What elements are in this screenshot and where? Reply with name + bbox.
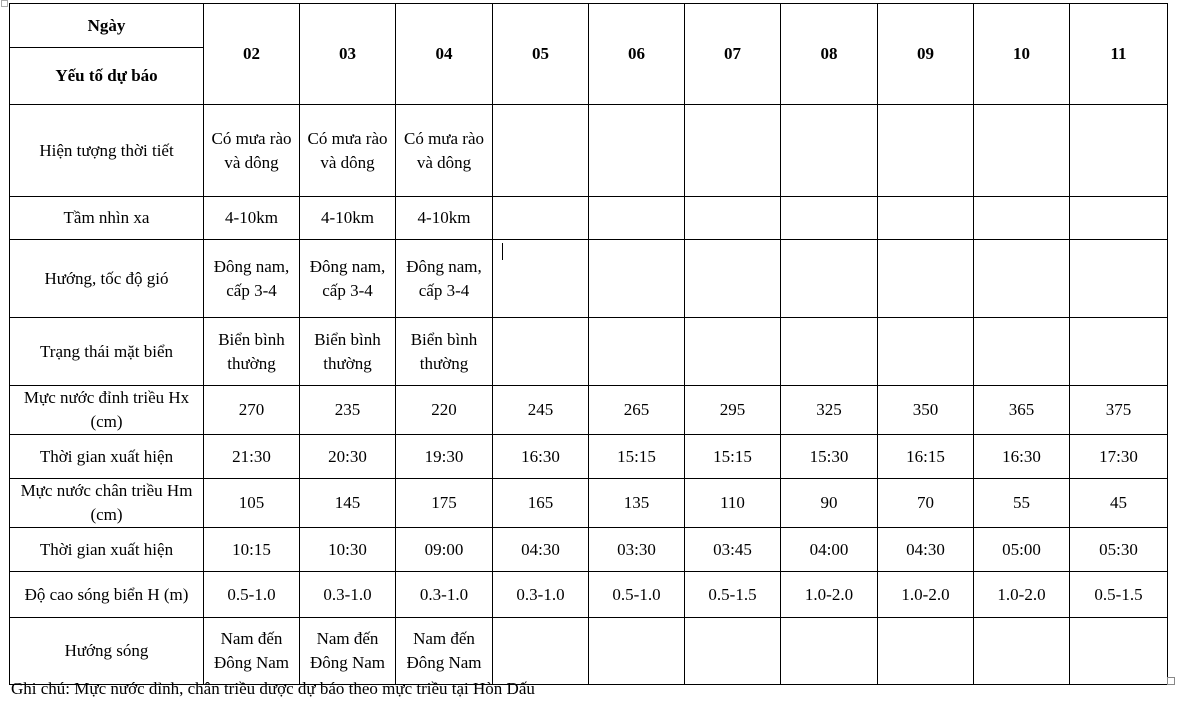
table-cell: 19:30 <box>396 435 493 479</box>
table-cell <box>781 197 878 240</box>
table-cell <box>781 105 878 197</box>
table-cell <box>589 105 685 197</box>
table-cell <box>974 240 1070 318</box>
table-cell: 245 <box>493 386 589 435</box>
table-cell: 90 <box>781 479 878 528</box>
table-cell: 15:30 <box>781 435 878 479</box>
header-day-label: Ngày <box>10 4 204 48</box>
table-cell <box>493 318 589 386</box>
row-label: Hướng sóng <box>10 618 204 685</box>
table-cell: 1.0-2.0 <box>974 572 1070 618</box>
table-cell: 105 <box>204 479 300 528</box>
table-row <box>10 105 1168 197</box>
table-cell: Có mưa rào và dông <box>396 105 493 197</box>
table-cell <box>974 197 1070 240</box>
row-label: Mực nước đỉnh triều Hx (cm) <box>10 386 204 435</box>
table-cell <box>493 197 589 240</box>
table-cell <box>589 240 685 318</box>
table-cell: Biển bình thường <box>300 318 396 386</box>
table-cell: 4-10km <box>396 197 493 240</box>
table-cell: 375 <box>1070 386 1168 435</box>
table-resize-handle[interactable] <box>1167 677 1175 685</box>
table-cell <box>781 618 878 685</box>
row-label: Trạng thái mặt biển <box>10 318 204 386</box>
header-row-day <box>10 4 1168 48</box>
row-label: Mực nước chân triều Hm (cm) <box>10 479 204 528</box>
table-cell: 1.0-2.0 <box>878 572 974 618</box>
table-cell: 04:30 <box>493 528 589 572</box>
table-cell: 110 <box>685 479 781 528</box>
table-cell: 4-10km <box>204 197 300 240</box>
table-cell <box>493 618 589 685</box>
table-cell: Có mưa rào và dông <box>204 105 300 197</box>
table-row <box>10 318 1168 386</box>
table-cell: Có mưa rào và dông <box>300 105 396 197</box>
table-cell: 0.5-1.5 <box>1070 572 1168 618</box>
day-header-02: 02 <box>204 4 300 105</box>
table-cell <box>974 105 1070 197</box>
day-header-08: 08 <box>781 4 878 105</box>
table-cell <box>685 197 781 240</box>
table-cell <box>589 197 685 240</box>
table-cell <box>974 318 1070 386</box>
table-cell <box>1070 197 1168 240</box>
table-cell: Nam đến Đông Nam <box>396 618 493 685</box>
day-header-09: 09 <box>878 4 974 105</box>
table-cell <box>685 618 781 685</box>
table-row <box>10 479 1168 528</box>
table-move-handle[interactable] <box>1 0 8 7</box>
table-cell: 0.5-1.0 <box>204 572 300 618</box>
table-cell: 165 <box>493 479 589 528</box>
table-cell <box>1070 318 1168 386</box>
forecast-table <box>9 3 1168 685</box>
table-cell: 145 <box>300 479 396 528</box>
table-cell: 365 <box>974 386 1070 435</box>
table-cell <box>878 618 974 685</box>
footnote: Ghi chú: Mực nước đỉnh, chân triều được dự báo theo mực triều tại Hòn Dấu <box>11 679 535 698</box>
table-row <box>10 528 1168 572</box>
table-cell: Nam đến Đông Nam <box>300 618 396 685</box>
table-cell: 16:15 <box>878 435 974 479</box>
day-header-05: 05 <box>493 4 589 105</box>
table-cell: Đông nam, cấp 3-4 <box>204 240 300 318</box>
table-cell: 10:15 <box>204 528 300 572</box>
table-cell <box>974 618 1070 685</box>
text-cursor <box>502 243 503 260</box>
table-cell: 05:00 <box>974 528 1070 572</box>
table-cell <box>781 240 878 318</box>
table-cell: 0.5-1.0 <box>589 572 685 618</box>
table-cell: 235 <box>300 386 396 435</box>
table-cell <box>685 105 781 197</box>
table-cell: 03:45 <box>685 528 781 572</box>
table-cell: 70 <box>878 479 974 528</box>
table-cell: 10:30 <box>300 528 396 572</box>
table-cell: 1.0-2.0 <box>781 572 878 618</box>
table-cell: 0.3-1.0 <box>396 572 493 618</box>
day-header-10: 10 <box>974 4 1070 105</box>
table-cell: Nam đến Đông Nam <box>204 618 300 685</box>
day-header-11: 11 <box>1070 4 1168 105</box>
day-header-04: 04 <box>396 4 493 105</box>
row-label: Thời gian xuất hiện <box>10 435 204 479</box>
table-cell: 05:30 <box>1070 528 1168 572</box>
table-cell: 0.5-1.5 <box>685 572 781 618</box>
table-cell <box>685 240 781 318</box>
table-cell: 15:15 <box>589 435 685 479</box>
row-label: Hiện tượng thời tiết <box>10 105 204 197</box>
table-cell: Đông nam, cấp 3-4 <box>396 240 493 318</box>
table-cell: 0.3-1.0 <box>493 572 589 618</box>
table-cell <box>685 318 781 386</box>
row-label: Thời gian xuất hiện <box>10 528 204 572</box>
table-cell: 265 <box>589 386 685 435</box>
row-label: Hướng, tốc độ gió <box>10 240 204 318</box>
table-row <box>10 386 1168 435</box>
row-label: Tầm nhìn xa <box>10 197 204 240</box>
forecast-table-body <box>10 4 1168 685</box>
table-cell <box>493 240 589 318</box>
table-row <box>10 618 1168 685</box>
table-cell: 04:00 <box>781 528 878 572</box>
table-cell <box>1070 240 1168 318</box>
table-cell: 325 <box>781 386 878 435</box>
day-header-07: 07 <box>685 4 781 105</box>
table-cell: 21:30 <box>204 435 300 479</box>
table-cell: 09:00 <box>396 528 493 572</box>
table-cell: 15:15 <box>685 435 781 479</box>
table-cell: 295 <box>685 386 781 435</box>
row-label: Độ cao sóng biển H (m) <box>10 572 204 618</box>
table-cell: Biển bình thường <box>396 318 493 386</box>
table-cell <box>1070 105 1168 197</box>
table-cell: 55 <box>974 479 1070 528</box>
table-cell: 45 <box>1070 479 1168 528</box>
table-cell: 350 <box>878 386 974 435</box>
table-cell: 16:30 <box>493 435 589 479</box>
table-cell: 0.3-1.0 <box>300 572 396 618</box>
table-row <box>10 435 1168 479</box>
table-cell: 17:30 <box>1070 435 1168 479</box>
table-cell <box>878 197 974 240</box>
table-cell <box>589 618 685 685</box>
table-cell: 270 <box>204 386 300 435</box>
table-cell: 16:30 <box>974 435 1070 479</box>
header-factor-label: Yếu tố dự báo <box>10 48 204 105</box>
table-row <box>10 572 1168 618</box>
table-row <box>10 197 1168 240</box>
table-cell: 175 <box>396 479 493 528</box>
table-cell <box>878 318 974 386</box>
table-row <box>10 240 1168 318</box>
table-cell: 20:30 <box>300 435 396 479</box>
table-cell <box>1070 618 1168 685</box>
table-cell: Đông nam, cấp 3-4 <box>300 240 396 318</box>
table-cell: 04:30 <box>878 528 974 572</box>
table-cell <box>781 318 878 386</box>
table-cell <box>589 318 685 386</box>
table-cell: 220 <box>396 386 493 435</box>
table-cell: 4-10km <box>300 197 396 240</box>
day-header-03: 03 <box>300 4 396 105</box>
table-cell <box>878 240 974 318</box>
day-header-06: 06 <box>589 4 685 105</box>
table-cell <box>878 105 974 197</box>
table-cell: Biển bình thường <box>204 318 300 386</box>
table-cell <box>493 105 589 197</box>
table-cell: 135 <box>589 479 685 528</box>
table-cell: 03:30 <box>589 528 685 572</box>
